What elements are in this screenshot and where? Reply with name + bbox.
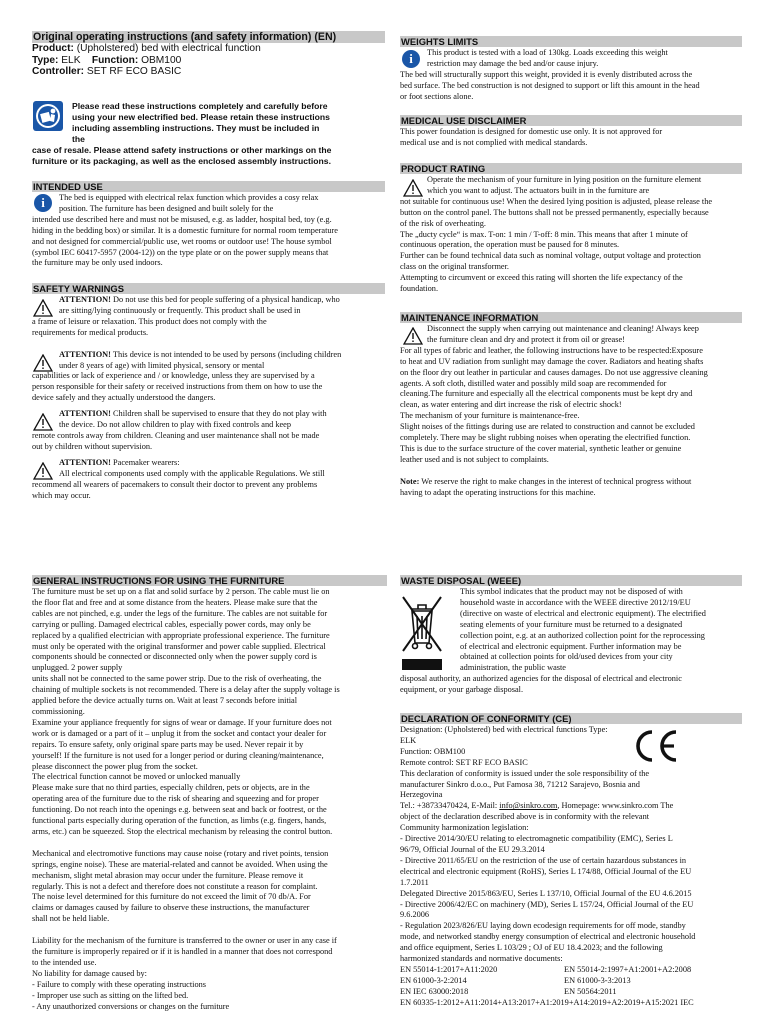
standards-row — [400, 976, 742, 987]
product-line — [32, 43, 385, 55]
standard-item: EN 61000-3-2:2014 — [400, 975, 467, 985]
waste-text: disposal authority, an authorized agencies for the disposal of electrical and electronic equipment, or your garbage disposal. — [400, 674, 682, 695]
rating-section — [400, 163, 742, 295]
conformity-section — [400, 713, 742, 1009]
read-notice-rest: case of resale. Please attend safety instructions or other markings on the furniture or its packaging, as well as the enclosed assembly instructions. — [32, 145, 332, 166]
warning-triangle-icon — [403, 179, 423, 197]
type-label: Type: — [32, 54, 59, 66]
intended-use-first: The bed is equipped with electrical relax function which provides a cosy relax position. The furniture has been designed and built solely for the — [59, 193, 319, 213]
standards-table — [400, 965, 742, 998]
warning-triangle-icon — [33, 299, 53, 317]
maintenance-section — [400, 312, 742, 499]
product-value: (Upholstered) bed with electrical function — [73, 43, 261, 54]
standard-item: EN IEC 63000:2018 — [400, 986, 469, 996]
warning-2-text: capabilities or lack of experience and / or knowledge, unless they are supervised by a person responsible for their safety or received instructions from them on how to use the device safely and they actually understood the dangers. — [32, 371, 323, 403]
safety-heading: SAFETY WARNINGS — [32, 283, 385, 294]
warning-2-first: This device is not intended to be used by persons (including children under 8 years of age) with limited physical, sensory or mental — [59, 349, 342, 370]
warning-1-first: Do not use this bed for people suffering of a physical handicap, who are sitting/lying continuously or frequently. This product shall be used in — [59, 295, 340, 315]
note-text: We reserve the right to make changes in the interest of technical progress without having to adapt the operating instructions for this machine. — [400, 476, 692, 497]
warning-1 — [32, 295, 385, 339]
read-notice: Please read these instructions completely and carefully before using your new electrified bed. Please retain these instructions including assembling instructions. They must be included in the — [72, 101, 330, 144]
type-line — [32, 55, 385, 67]
info-icon: i — [34, 194, 52, 212]
maintenance-text: For all types of fabric and leather, the following instructions have to be respected:Exposure to heat and UV radiation from sunlight may damage the cover. Radiators and heating shafts on the floor dry out leather in particular and causes damages. Do not use aggressive cleaning agents. A soft cloth, distilled water and possibly mild soap are recommended for cleaning.The furniture and especially all the electrical components must be kept dry and clean, as water entering and dirt increase the risk of electric shock! The mechanism of your furniture is maintenance-free. Slight noises of the fittings during use are related to construction and cannot be excluded completely. There may be slight rubbing noises when operating the electrified function. This is due to the surface structure of the cover material, synthetic leather or genuine leather used and is not subject to complaints. — [400, 345, 708, 464]
waste-section — [400, 575, 742, 696]
attention-label: ATTENTION! — [59, 409, 111, 419]
general-section — [32, 575, 387, 1013]
maintenance-note — [400, 477, 742, 499]
weights-section — [400, 36, 742, 103]
contact-prefix: Tel.: +38733470424, E-Mail: — [400, 801, 500, 811]
warning-2 — [32, 350, 385, 405]
controller-label: Controller: — [32, 66, 85, 78]
rating-text: not suitable for continuous use! When the desired lying position is adjusted, please release the button on the control panel. The buttons shall not be pressed permanently, especially because of the risk of overheating. The „ducty cycle“ is max. T-on: 1 min / T-off: 8 min. This means that after 1 minute of continuous operation, the operation must be paused for 8 minutes. Further can be found technical data such as nominal voltage, output voltage and protection class on the original transformer. Attempting to circumvent or exceed this rating will shorten the life expectancy of the foundation. — [400, 196, 713, 294]
conformity-heading: DECLARATION OF CONFORMITY (CE) — [400, 713, 742, 724]
standard-item: EN 55014-2:1997+A1:2001+A2:2008 — [564, 964, 692, 974]
general-text-1: The furniture must be set up on a flat and solid surface by 2 person. The cable must lie on the floor flat and free and at some distance from the heaters. Please make sure that the cables are not pinched, e.g. under the legs of the furniture. The cables are not suitable for carrying or pulling. Damaged electrical cables, especially power cords, may only be replaced by a qualified electrician with appropriate professional experience. The furniture must only be operated with the original transformer and power cable supplied. Electrical components should be connected or disconnected only when the power supply cord is unplugged. 2 power supply units shall not be connected to the same power strip. Due to the risk of overheating, the chaining of multiple sockets is not recommended. There is a delay after the supply voltage is applied before the device actually turns on. Wait at least 7 seconds before initial commissioning. Examine your appliance frequently for signs of wear or damage. If your furniture does not work or is damaged or a part of it – unplug it from the socket and contact your dealer for repairs. To ensure safety, only original spare parts may be used. Never repair it by yourself! If the furniture is not used for a longer period or during cleaning/maintenance, please disconnect the power plug from the socket. The electrical function cannot be moved or unlocked manually Please make sure that no third parties, especially children, pets or objects, are in the operating area of the furniture due to the risk of shearing and squeezing and for proper functioning. Do not reach into the openings e.g. between seat and back or footrest, or the functional parts especially during operation of the function, as limbs (e.g. fingers, hands, arms, etc.) can be squeezed. Stop the electrical mechanism by releasing the control button. — [32, 587, 340, 836]
warning-triangle-icon — [33, 354, 53, 372]
intended-use-heading: INTENDED USE — [32, 181, 385, 192]
medical-text: This power foundation is designed for domestic use only. It is not approved for medical use and is not complied with medical standards. — [400, 127, 663, 147]
general-text-2: Mechanical and electromotive functions may cause noise (rotary and rivet points, tension springs, engine noise). These are material-related and cannot be avoided. When using the mechanism, slight metal abrasion may occur under the furniture. Please remove it regularly. This is not a defect and therefore does not constitute a reason for complaint. The noise level determined for this furniture do not exceed the limit of 70 db/A. For claims or damages caused by failure to observe these instructions, the manufacturer shall not be held liable. — [32, 848, 329, 924]
ce-mark — [632, 729, 680, 763]
crossed-out-bin-icon — [400, 591, 444, 677]
attention-label: ATTENTION! — [59, 349, 111, 359]
conformity-body: object of the declaration described above is in conformity with the relevant Community harmonization legislation: - Directive 2014/30/EU relating to electromagnetic compatibility (EMC), Series L 96/79, Official Journal of the EU 29.3.2014 - Directive 2011/65/EU on the restriction of the use of certain hazardous substances in electrical and electronic equipment (RoHS), Series L 174/88, Official Journal of the EU 1.7.2011 Delegated Directive 2015/863/EU, Series L 137/10, Official Journal of the EU 4.6.2015 - Directive 2006/42/EC on machinery (MD), Series L 157/24, Official Journal of the EU 9.6.2006 - Regulation 2023/826/EU laying down ecodesign requirements for off mode, standby mode, and networked standby energy consumption of electrical and electronic household and office equipment, Series L 103/29 ; OJ of EU 18.4.2023; and the following harmonized standards and normative documents: — [400, 812, 696, 964]
weights-text: The bed will structurally support this weight, provided it is evenly distributed across the bed surface. The bed construction is not designed to support or lift this amount in the head or foot sections alone. — [400, 69, 700, 101]
conformity-contact — [400, 801, 742, 812]
conformity-top: Designation: (Upholstered) bed with electrical functions Type: ELK Function: OBM100 Remote control: SET RF ECO BASIC This declaration of conformity is issued under the sole responsibility of the manufacturer Sinkro d.o.o., Put Famosa 38, 71212 Sarajevo, Bosnia and Herzegovina — [400, 725, 650, 800]
medical-heading: MEDICAL USE DISCLAIMER — [400, 115, 742, 126]
controller-value: SET RF ECO BASIC — [84, 66, 182, 78]
type-value: ELK — [58, 54, 81, 66]
general-text-3: Liability for the mechanism of the furniture is transferred to the owner or user in any case if the furniture is improperly repaired or if it is handled in a manner that does not correspond to the intended use. No liability for damage caused by: - Failure to comply with these operating instructions - Improper use such as sitting on the lifted bed. - Any unauthorized conversions or changes on the furniture — [32, 936, 337, 1011]
controller-line — [32, 66, 385, 78]
left-top-column — [32, 31, 385, 78]
rating-heading: PRODUCT RATING — [400, 163, 742, 174]
conformity-last: EN 60335-1:2012+A11:2014+A13:2017+A1:2019+A14:2019+A2:2019+A15:2021 IEC — [400, 997, 694, 1007]
attention-label: ATTENTION! — [59, 457, 111, 467]
product-label: Product: — [32, 43, 74, 54]
standard-item: EN 61000-3-3:2013 — [564, 975, 631, 985]
warning-4-text: recommend all wearers of pacemakers to consult their doctor to prevent any problems which may occur. — [32, 479, 318, 500]
medical-section — [400, 115, 742, 149]
standards-row — [400, 987, 742, 998]
warning-1-text: a frame of leisure or relaxation. This product does not comply with the requirements for medical products. — [32, 316, 267, 337]
email-link[interactable]: info@sinkro.com — [499, 801, 558, 811]
maintenance-first: Disconnect the supply when carrying out maintenance and cleaning! Always keep the furniture clean and dry and protect it from oil or grease! — [427, 324, 699, 344]
warning-triangle-icon — [33, 462, 53, 480]
read-manual-icon — [33, 101, 63, 131]
warning-triangle-icon — [33, 413, 53, 431]
intended-use-text: intended use described here and must not be misused, e.g. as ladder, hospital bed, toy (e.g. hiding in the bedding box) or similar. It is a domestic furniture for normal room temperature and not designed for commercial/public use, wet rooms or outdoor use! The house symbol (symbol IEC 60417-5957 (2004-12)) on the type plate or on the power supply means that the furniture may be only used indoors. — [32, 214, 338, 268]
info-icon: i — [402, 50, 420, 68]
maintenance-heading: MAINTENANCE INFORMATION — [400, 312, 742, 323]
ce-mark-graphic — [632, 729, 680, 763]
warning-3-first: Children shall be supervised to ensure that they do not play with the device. Do not allow children to play with fixed controls and keep — [59, 409, 327, 430]
rating-first: Operate the mechanism of your furniture in lying position on the furniture element which you want to adjust. The actuators built in in the furniture are — [427, 175, 702, 195]
attention-label: ATTENTION! — [59, 295, 111, 304]
standard-item: EN 55014-1:2017+A11:2020 — [400, 964, 498, 974]
function-label: Function: — [91, 54, 139, 66]
page-title: Original operating instructions (and safety information) (EN) — [32, 31, 385, 43]
weights-heading: WEIGHTS LIMITS — [400, 36, 742, 47]
safety-section — [32, 283, 385, 501]
intended-use-section — [32, 181, 385, 269]
waste-first: This symbol indicates that the product may not be disposed of with household waste in accordance with the WEEE directive 2012/19/EU (directive on waste of electrical and electronic equipment). The electrified seating elements of your furniture must be returned to a designated collection point, e.g. at an authorized collection point for the reprocessing of electrical and electronic equipment. Further information may be obtained at collection points for old/used devices from your city administration, the public waste — [460, 587, 706, 673]
waste-heading: WASTE DISPOSAL (WEEE) — [400, 575, 742, 586]
general-heading: GENERAL INSTRUCTIONS FOR USING THE FURNITURE — [32, 575, 387, 586]
weights-first: This product is tested with a load of 130kg. Loads exceeding this weight restriction may damage the bed and/or cause injury. — [427, 48, 668, 68]
warning-triangle-icon — [403, 327, 423, 345]
contact-suffix: , Homepage: www.sinkro.com The — [557, 801, 674, 811]
standard-item: EN 50564:2011 — [564, 986, 617, 996]
warning-4-first: Pacemaker wearers: All electrical components used comply with the applicable Regulations. We still — [59, 457, 325, 478]
function-value: OBM100 — [138, 54, 182, 66]
warning-3 — [32, 409, 385, 453]
note-label: Note: — [400, 476, 420, 486]
standards-row — [400, 965, 742, 976]
warning-3-text: remote controls away from children. Cleaning and user maintenance shall not be made out by children without supervision. — [32, 430, 320, 451]
warning-4 — [32, 458, 385, 502]
